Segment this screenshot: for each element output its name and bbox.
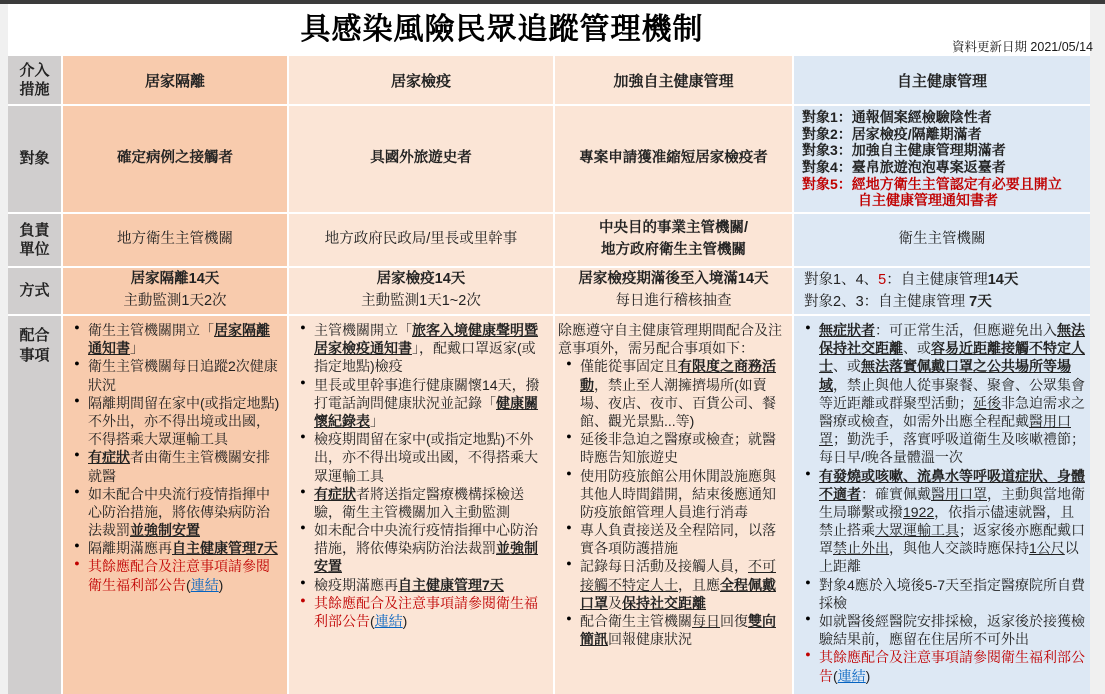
col-header-self-health-mgmt: 自主健康管理 bbox=[794, 56, 1090, 104]
bullet-icon: ● bbox=[566, 613, 572, 623]
bullet-icon: ● bbox=[300, 522, 306, 533]
link-announcement[interactable]: 連結 bbox=[837, 667, 866, 684]
cell-items-home-quarantine: ● 主管機關開立「旅客入境健康聲明暨居家檢疫通知書」，配戴口罩返家(或指定地點)檢疫 ● 里長或里幹事進行健康關懷14天，撥打電話詢問健康狀況並記錄「健康關懷紀錄表」 ● 檢疫期間留在家中(或指定地點)不外出，亦不得出境或出國，不得搭乘大眾運輸工具 ● 有症狀者將送指定醫療機構採檢送驗，衛生主管機關加入主動監測 ● 如未配合中央流行疫情指揮中心防治措施，將依傳染病防治法裁罰並強制安置 ● 檢疫期滿應再自主健康管理7天 ● 其餘應配合及注意事項請參閱衛生福利部公告(連結) bbox=[289, 316, 553, 694]
col-header-home-quarantine: 居家檢疫 bbox=[289, 56, 553, 104]
corner-header-intervention: 介入措施 bbox=[8, 56, 61, 104]
row-label-compliance-items: 配合事項 bbox=[8, 316, 61, 694]
right-margin bbox=[1090, 4, 1105, 694]
bullet-icon: ● bbox=[300, 594, 306, 605]
tracking-management-table bbox=[8, 56, 1090, 694]
link-announcement[interactable]: 連結 bbox=[190, 576, 219, 593]
page-title: 具感染風險民眾追蹤管理機制 bbox=[300, 13, 704, 46]
bullet-icon: ● bbox=[805, 613, 811, 623]
cell-items-enhanced-self-mgmt: 除應遵守自主健康管理期間配合及注意事項外，需另配合事項如下： ● 僅能從事固定且有限度之商務活動，禁止至人潮擁擠場所(如賣場、夜店、夜市、百貨公司、餐館、觀光景點...等) ● 延後非急迫之醫療或檢查；就醫時應告知旅遊史 ● 使用防疫旅館公用休閒設施應與其他人時間錯開，結束後應通知防疫旅館管理人員進行消毒 ● 專人負責接送及全程陪同，以落實各項防護措施 ● 記錄每日活動及接觸人員，不可接觸不特定人士，且應全程佩戴口罩及保持社交距離 ● 配合衛生主管機關每日回復雙向簡訊回報健康狀況 bbox=[555, 316, 792, 694]
bullet-icon: ● bbox=[300, 485, 306, 496]
cell-unit-self-mgmt: 衛生主管機關 bbox=[794, 214, 1090, 266]
cell-target-self-mgmt: 對象1：通報個案經檢驗陰性者 對象2：居家檢疫/隔離期滿者 對象3：加強自主健康管理期滿者 對象4：臺帛旅遊泡泡專案返臺者 對象5：經地方衛生主管認定有必要且開立 自主健康管理通知書者 bbox=[794, 106, 1090, 212]
col-header-home-isolation: 居家隔離 bbox=[63, 56, 287, 104]
bullet-icon: ● bbox=[805, 467, 811, 478]
cell-unit-home-isolation: 地方衛生主管機關 bbox=[63, 214, 287, 266]
bullet-icon: ● bbox=[300, 431, 306, 442]
cell-items-home-isolation: ● 衛生主管機關開立「居家隔離通知書」 ● 衛生主管機關每日追蹤2次健康狀況 ● 隔離期間留在家中(或指定地點)不外出，亦不得出境或出國，不得搭乘大眾運輸工具 ● 有症狀者由衛生主管機關安排就醫 ● 如未配合中央流行疫情指揮中心防治措施，將依傳染病防治法裁罰並強制安置 ● 隔離期滿應再自主健康管理7天 ● 其餘應配合及注意事項請參閱衛生福利部公告(連結) bbox=[63, 316, 287, 694]
bullet-icon: ● bbox=[74, 449, 80, 460]
row-label-responsible-unit: 負責單位 bbox=[8, 214, 61, 266]
left-margin bbox=[0, 4, 8, 694]
bullet-icon: ● bbox=[300, 322, 306, 332]
bullet-icon: ● bbox=[805, 649, 811, 660]
cell-method-self-mgmt: 對象1、4、5：自主健康管理14天 對象2、3：自主健康管理 7天 bbox=[794, 268, 1090, 314]
link-announcement[interactable]: 連結 bbox=[374, 613, 403, 629]
cell-target-home-quarantine: 具國外旅遊史者 bbox=[289, 106, 553, 212]
cell-items-self-mgmt: ● 無症狀者：可正常生活，但應避免出入無法保持社交距離、或容易近距離接觸不特定人士、或無法落實佩戴口罩之公共場所等場域，禁止與他人從事聚餐、聚會、公眾集會等近距離或群聚型活動；延後非急迫需求之醫療或檢查，如需外出應全程配戴醫用口罩；勤洗手，落實呼吸道衛生及咳嗽禮節；每日早/晚各量體溫一次 ● 有發燒或咳嗽、流鼻水等呼吸道症狀、身體不適者：確實佩戴醫用口罩，主動與當地衛生局聯繫或撥1922，依指示儘速就醫，且禁止搭乘大眾運輸工具；返家後亦應配戴口罩禁止外出，與他人交談時應保持1公尺以上距離 ● 對象4應於入境後5-7天至指定醫療院所自費採檢 ● 如就醫後經醫院安排採檢，返家後於接獲檢驗結果前，應留在住居所不可外出 ● 其餘應配合及注意事項請參閱衛生福利部公告(連結) bbox=[794, 316, 1090, 694]
bullet-icon: ● bbox=[805, 322, 811, 332]
cell-method-enhanced-self-mgmt: 居家檢疫期滿後至入境滿14天 每日進行稽核抽查 bbox=[555, 268, 792, 314]
title-area bbox=[8, 4, 1090, 56]
col-header-enhanced-self-health-mgmt: 加強自主健康管理 bbox=[555, 56, 792, 104]
cell-unit-home-quarantine: 地方政府民政局/里長或里幹事 bbox=[289, 214, 553, 266]
bullet-icon: ● bbox=[74, 485, 80, 496]
bullet-icon: ● bbox=[566, 522, 572, 533]
bullet-icon: ● bbox=[566, 467, 572, 478]
bullet-icon: ● bbox=[74, 394, 80, 405]
bullet-icon: ● bbox=[74, 540, 80, 551]
cell-method-home-quarantine: 居家檢疫14天 主動監測1天1~2次 bbox=[289, 268, 553, 314]
bullet-icon: ● bbox=[74, 558, 80, 569]
bullet-icon: ● bbox=[566, 558, 572, 569]
cell-unit-enhanced-self-mgmt: 中央目的事業主管機關/ 地方政府衛生主管機關 bbox=[555, 214, 792, 266]
bullet-icon: ● bbox=[300, 376, 306, 387]
cell-method-home-isolation: 居家隔離14天 主動監測1天2次 bbox=[63, 268, 287, 314]
bullet-icon: ● bbox=[74, 322, 80, 332]
bullet-icon: ● bbox=[300, 576, 306, 587]
row-label-target: 對象 bbox=[8, 106, 61, 212]
row-label-method: 方式 bbox=[8, 268, 61, 314]
cell-target-home-isolation: 確定病例之接觸者 bbox=[63, 106, 287, 212]
bullet-icon: ● bbox=[566, 431, 572, 442]
bullet-icon: ● bbox=[74, 358, 80, 369]
bullet-icon: ● bbox=[805, 576, 811, 587]
cell-target-enhanced-self-mgmt: 專案申請獲准縮短居家檢疫者 bbox=[555, 106, 792, 212]
bullet-icon: ● bbox=[566, 358, 572, 369]
updated-date: 資料更新日期 2021/05/14 bbox=[951, 40, 1093, 54]
